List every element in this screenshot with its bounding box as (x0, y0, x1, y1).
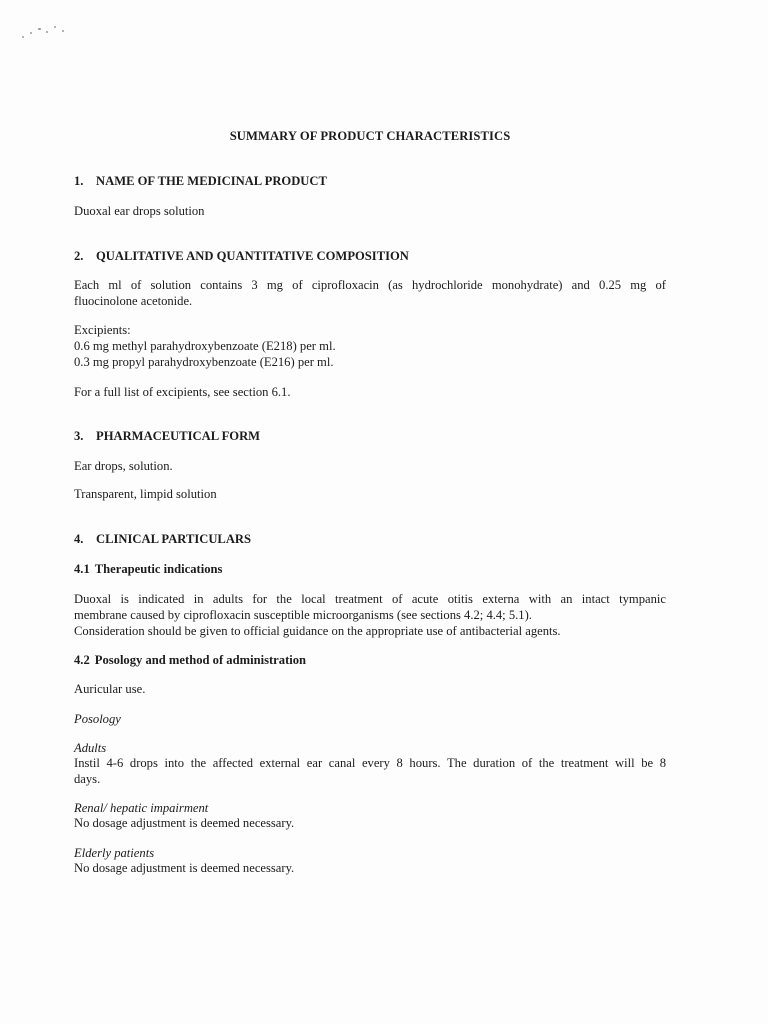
subsection-4-2-heading (74, 652, 306, 668)
indications-line-1: Duoxal is indicated in adults for the local treatment of acute otitis externa with an intact tympanic (74, 592, 666, 606)
subsection-4-2-title: Posology and method of administration (94, 653, 307, 667)
excipient-item-2: 0.3 mg propyl parahydroxybenzoate (E216) per ml. (74, 355, 334, 369)
composition-line-1: Each ml of solution contains 3 mg of ciprofloxacin (as hydrochloride monohydrate) and 0.25 mg of (74, 278, 666, 292)
document-page (74, 0, 666, 1024)
subsection-4-1-title: Therapeutic indications (94, 562, 223, 576)
section-4-heading (74, 531, 251, 547)
form-description: Transparent, limpid solution (74, 487, 217, 501)
scan-artifact-marks (18, 22, 78, 42)
renal-hepatic-label: Renal/ hepatic impairment (74, 801, 209, 815)
adults-dosage-line-2: days. (74, 772, 101, 786)
section-3-title: PHARMACEUTICAL FORM (96, 429, 261, 443)
section-4-title: CLINICAL PARTICULARS (96, 532, 252, 546)
product-name: Duoxal ear drops solution (74, 204, 205, 218)
section-1-number: 1. (74, 174, 84, 188)
adults-dosage-paragraph (74, 755, 666, 787)
section-2-title: QUALITATIVE AND QUANTITATIVE COMPOSITION (96, 249, 409, 263)
indications-line-2: membrane caused by ciprofloxacin susceptible microorganisms (see sections 4.2; 4.4; 5.1). (74, 608, 532, 622)
composition-paragraph (74, 277, 666, 309)
excipient-item-1: 0.6 mg methyl parahydroxybenzoate (E218) per ml. (74, 339, 336, 353)
section-3-number: 3. (74, 429, 84, 443)
indications-paragraph (74, 591, 666, 639)
adults-label: Adults (74, 741, 107, 755)
adults-dosage-line-1: Instil 4-6 drops into the affected external ear canal every 8 hours. The duration of the treatment will be 8 (74, 756, 666, 770)
section-1-title: NAME OF THE MEDICINAL PRODUCT (96, 174, 327, 188)
indications-line-3: Consideration should be given to official guidance on the appropriate use of antibacterial agents. (74, 624, 561, 638)
composition-line-2: fluocinolone acetonide. (74, 294, 193, 308)
excipients-label: Excipients: (74, 323, 131, 337)
elderly-text: No dosage adjustment is deemed necessary. (74, 861, 295, 875)
section-2-number: 2. (74, 249, 84, 263)
renal-hepatic-text: No dosage adjustment is deemed necessary. (74, 816, 295, 830)
section-1-heading (74, 173, 327, 189)
elderly-label: Elderly patients (74, 846, 155, 860)
section-4-number: 4. (74, 532, 84, 546)
subsection-4-1-heading (74, 561, 222, 577)
section-2-heading (74, 248, 409, 264)
pharmaceutical-form: Ear drops, solution. (74, 459, 173, 473)
posology-label: Posology (74, 712, 121, 726)
document-title: SUMMARY OF PRODUCT CHARACTERISTICS (229, 129, 511, 143)
section-3-heading (74, 428, 260, 444)
route-of-administration: Auricular use. (74, 682, 146, 696)
subsection-4-2-number: 4.2 (74, 653, 90, 667)
excipients-note: For a full list of excipients, see section 6.1. (74, 385, 291, 399)
subsection-4-1-number: 4.1 (74, 562, 90, 576)
